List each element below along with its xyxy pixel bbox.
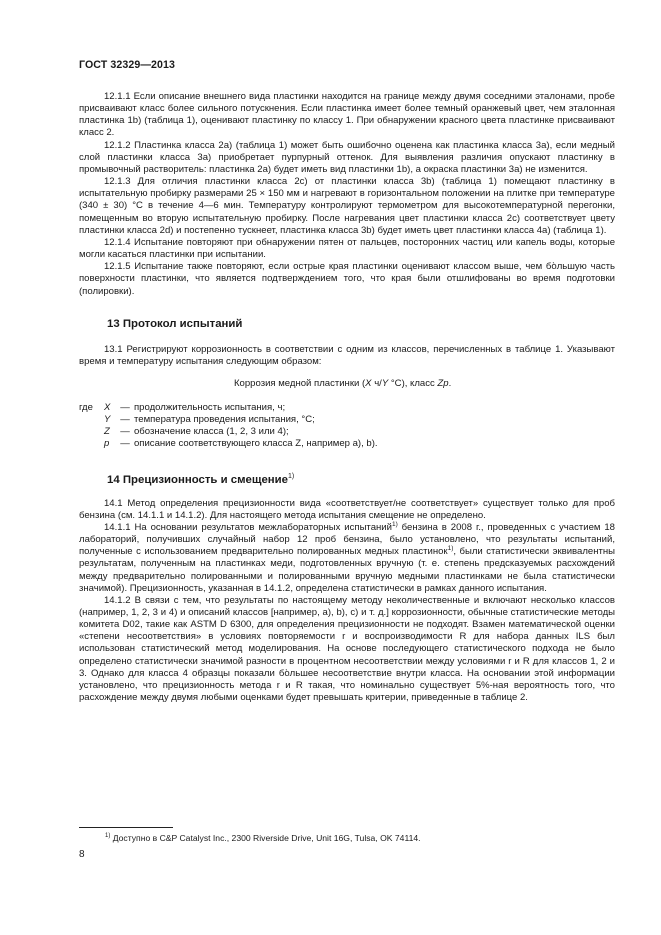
legend-where-label: где — [79, 401, 93, 413]
document-header: ГОСТ 32329—2013 — [79, 59, 176, 71]
paragraph-14-1-1: 14.1.1 На основании результатов межлабораторных испытаний$^{1)}$ бензина в 2008 г., проведенных с участием 18 лабораторий, получивших случайный набор 12 проб бензина, было установлено, что результаты испытаний, полученные с использованием предварительно полированных медных пластинок$^{1)}$, были статистически эквивалентны результатам, полученным на пластинках меди, подготовленных вручную (т. е. степень предсказуемых расхождений между предварительно полированными и полированными вручную медными пластинками не была статистически значимой). Прецизионность, указанная в 14.1.2, определена статистически в рамках данного испытания. — [79, 520, 615, 594]
paragraph-13-1: 13.1 Регистрируют коррозионность в соответствии с одним из классов, перечисленных в таблице 1. Указывают время и температуру испытания следующим образом: — [79, 343, 615, 367]
section-13-heading: 13 Протокол испытаний — [107, 317, 243, 330]
legend-symbol: Y — [104, 414, 111, 426]
formula-unit: °С), класс — [388, 377, 438, 389]
footnote-ref: 1) — [391, 520, 398, 528]
formula-legend — [79, 402, 615, 451]
page-body — [79, 91, 615, 704]
formula-end: . — [448, 377, 452, 389]
paragraph-12-1-5: 12.1.5 Испытание также повторяют, если острые края пластинки оценивают классом выше, чем бо̀льшую часть поверхности пластинки, что является подтверждением того, что края были отшлифованы во время подготовки (полировки). — [79, 261, 615, 297]
legend-dash: — — [120, 438, 130, 450]
report-formula — [79, 378, 615, 390]
formula-mid: ч/ — [371, 377, 382, 389]
footnote — [105, 831, 421, 844]
formula-zp: Zp — [437, 377, 449, 389]
footnote-text: Доступно в C&P Catalyst Inc., 2300 Riverside Drive, Unit 16G, Tulsa, OK 74114. — [110, 833, 421, 843]
legend-description: обозначение класса (1, 2, 3 или 4); — [134, 426, 289, 438]
legend-row — [79, 438, 615, 450]
footnote-divider — [79, 827, 173, 828]
formula-y: Y — [381, 377, 389, 389]
formula-prefix: Коррозия медной пластинки ( — [234, 377, 366, 389]
paragraph-12-1-4: 12.1.4 Испытание повторяют при обнаружении пятен от пальцев, посторонних частиц или капель воды, которые могли касаться пластинки при испытании. — [79, 236, 615, 261]
section-14-title: 14 Прецизионность и смещение — [107, 473, 289, 486]
legend-description: продолжительность испытания, ч; — [134, 401, 286, 413]
legend-symbol: Z — [104, 426, 110, 438]
legend-row — [79, 414, 615, 426]
legend-dash: — — [120, 401, 130, 413]
page-number: 8 — [79, 849, 85, 860]
legend-row — [79, 426, 615, 438]
paragraph-14-1-2: 14.1.2 В связи с тем, что результаты по настоящему методу неколичественные и включают несколько классов (например, 1, 2, 3 и 4) и описаний классов [например, а), b), с) и т. д.] коррозионности, обычные статистические методы комитета D02, такие как ASTM D 6300, для определения прецизионности не подходят. Взамен математической оценки «степени несоответствия» в условиях повторяемости r и воспроизводимости R для набора данных ILS был использован статистический метод моделирования. На основе последующего статистического подхода не было определено статистически значимой разности в процентном несоответствии между условиями r и R для классов 1, 2 и 3. Однако для класса 4 образцы показали бо̀льшее несоответствие внутри класса. На основании этой информации установлено, что прецизионность метода r и R такая, что номинально существует 5%-ная вероятность того, что расхождение между двумя любыми оценками будет превышать критерии, приведенные в таблице 2. — [79, 594, 615, 704]
paragraph-14-1: 14.1 Метод определения прецизионности вида «соответствует/не соответствует» существует только для проб бензина (см. 14.1.1 и 14.1.2). Для настоящего метода испытания смещение не определено. — [79, 497, 615, 521]
paragraph-12-1-2: 12.1.2 Пластинка класса 2а) (таблица 1) может быть ошибочно оценена как пластинка класса 3а), если медный слой пластинки класса 3а) приобретает пурпурный оттенок. Для выявления различия опускают пластинку в промывочный растворитель: пластинка 2а) будет иметь вид пластинки 1b), а окраска пластинки 3а) не изменится. — [79, 139, 615, 175]
section-14-heading — [79, 470, 615, 487]
footnote-marker: 1) — [105, 833, 111, 839]
paragraph-12-1-3: 12.1.3 Для отличия пластинки класса 2с) от пластинки класса 3b) (таблица 1) помещают пластинку в испытательную пробирку размерами 25 × 150 мм и нагревают в горизонтальном положении на плитке при температуре (340 ± 30) °С в течение 4—6 мин. Температуру контролируют термометром для высокотемпературной перегонки, помещенным во вторую испытательную пробирку. После нагревания цвет пластинки класса 2с) соответствует цвету пластинки класса 2d) и постепенно тускнеет, пластинка класса 3b) будет иметь цвет пластинки класса 4а) (таблица 1). — [79, 176, 615, 236]
legend-symbol: X — [104, 401, 111, 413]
legend-description: описание соответствующего класса Z, например а), b). — [134, 438, 378, 450]
formula-x: X — [365, 377, 372, 389]
legend-dash: — — [120, 426, 130, 438]
paragraph-12-1-1: 12.1.1 Если описание внешнего вида пластинки находится на границе между двумя соседними эталонами, пробе присваивают класс более сильного потускнения. Если пластинка имеет более темный оранжевый цвет, чем эталонная пластинка 1b) (таблица 1), оценивают пластинку по классу 1. При обнаружении красного цвета пластинке присваивают класс 2. — [79, 91, 615, 139]
legend-row — [79, 402, 615, 414]
legend-symbol: p — [104, 438, 110, 450]
footnote-ref: 1) — [288, 472, 295, 480]
legend-dash: — — [120, 414, 130, 426]
legend-description: температура проведения испытания, °С; — [134, 414, 315, 426]
footnote-ref: 1) — [447, 545, 454, 553]
